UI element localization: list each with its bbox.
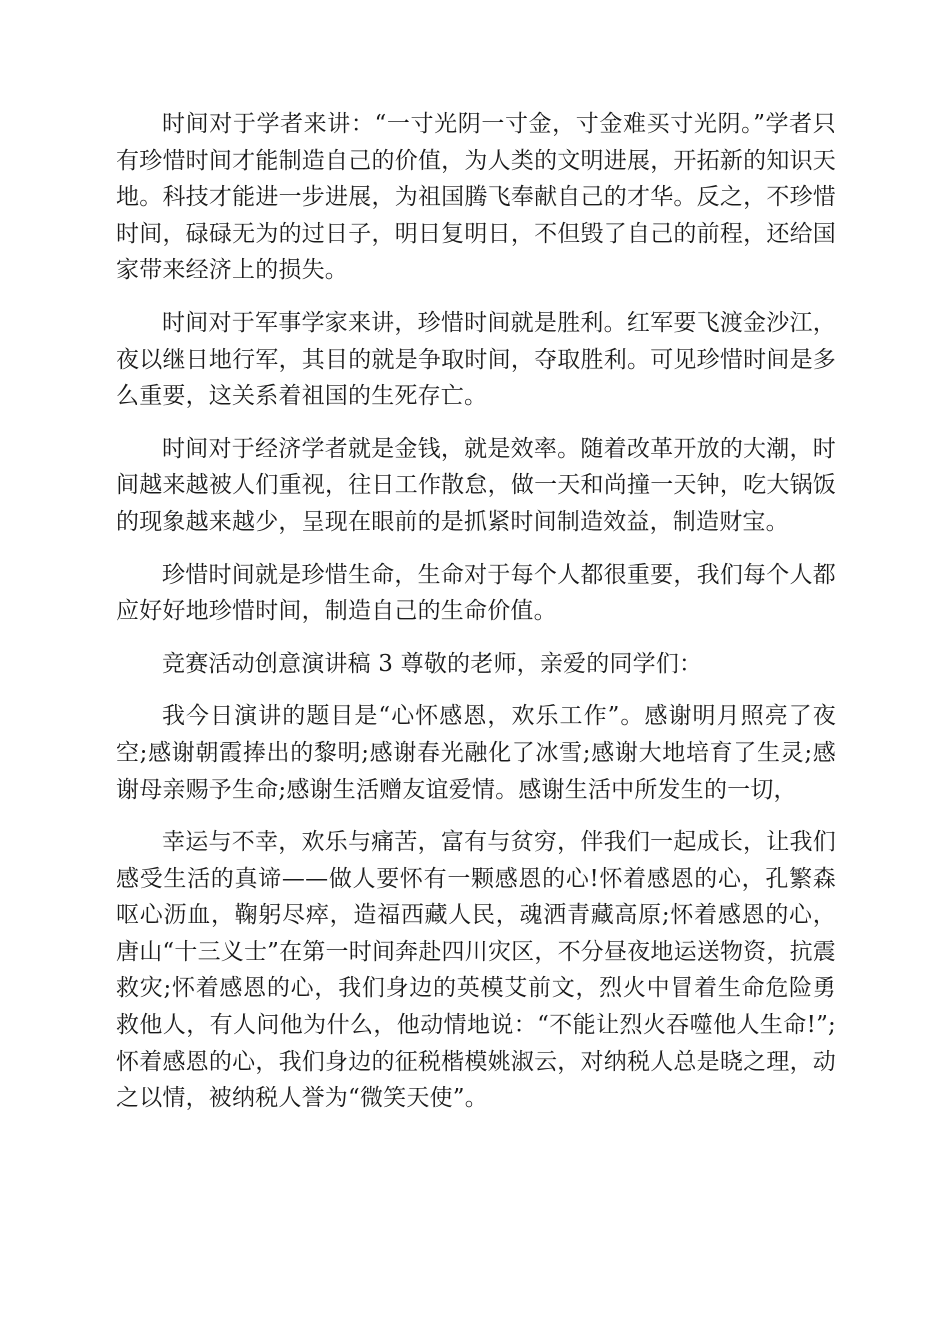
paragraph-speech-heading: 竞赛活动创意演讲稿 3 尊敬的老师，亲爱的同学们：: [162, 650, 703, 677]
paragraph-gratitude-examples: 幸运与不幸，欢乐与痛苦，富有与贫穷，伴我们一起成长，让我们感受生活的真谛——做人要怀有一颗感恩的心!怀着感恩的心，孔繁森呕心沥血，鞠躬尽瘁，造福西藏人民，魂洒青藏高原;怀着感恩的心，唐山“十三义士”在第一时间奔赴四川灾区，不分昼夜地运送物资，抗震救灾;怀着感恩的心，我们身边的英模艾前文，烈火中冒着生命危险勇救他人，有人问他为什么，他动情地说：“不能让烈火吞噬他人生命!”;怀着感恩的心，我们身边的征税楷模姚淑云，对纳税人总是晓之理，动之以情，被纳税人誉为“微笑天使”。: [116, 829, 836, 1112]
paragraph-economics-time: 时间对于经济学者就是金钱，就是效率。随着改革开放的大潮，时间越来越被人们重视，往日工作散怠，做一天和尚撞一天钟，吃大锅饭的现象越来越少，呈现在眼前的是抓紧时间制造效益，制造财宝。: [116, 435, 836, 535]
paragraph-military-time: 时间对于军事学家来讲，珍惜时间就是胜利。红军要飞渡金沙江，夜以继日地行军，其目的就是争取时间，夺取胜利。可见珍惜时间是多么重要，这关系着祖国的生死存亡。: [116, 309, 836, 410]
document-body: [116, 106, 836, 1133]
paragraph-gratitude-intro: 我今日演讲的题目是“心怀感恩，欢乐工作”。感谢明月照亮了夜空;感谢朝霞捧出的黎明;感谢春光融化了冰雪;感谢大地培育了生灵;感谢母亲赐予生命;感谢生活赠友谊爱情。感谢生活中所发生的一切，: [116, 703, 836, 803]
paragraph-cherish-life: 珍惜时间就是珍惜生命，生命对于每个人都很重要，我们每个人都应好好地珍惜时间，制造自己的生命价值。: [116, 561, 836, 625]
paragraph-scholar-time: 时间对于学者来讲：“一寸光阴一寸金，寸金难买寸光阴。”学者只有珍惜时间才能制造自己的价值，为人类的文明进展，开拓新的知识天地。科技才能进一步进展，为祖国腾飞奉献自己的才华。反之，不珍惜时间，碌碌无为的过日子，明日复明日，不但毁了自己的前程，还给国家带来经济上的损失。: [116, 111, 836, 284]
